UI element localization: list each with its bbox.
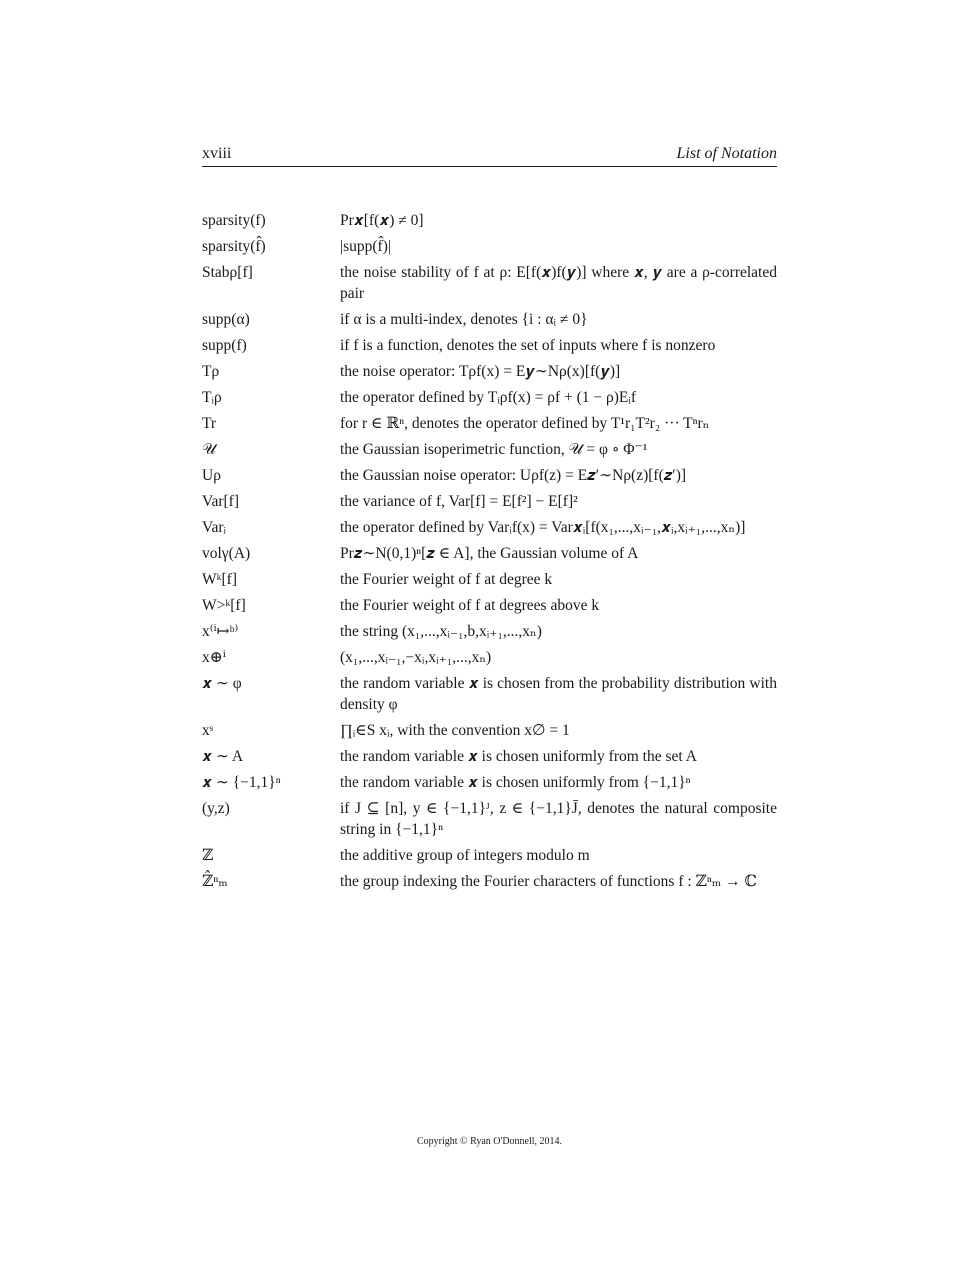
notation-row <box>202 595 777 616</box>
notation-row <box>202 647 777 668</box>
notation-row <box>202 845 777 866</box>
notation-description: |supp(f̂)| <box>340 238 391 255</box>
notation-symbol: sparsity(f) <box>202 212 266 229</box>
notation-row <box>202 465 777 486</box>
notation-description: the operator defined by Tᵢρf(x) = ρf + (1 − ρ)Eᵢf <box>340 389 637 406</box>
notation-row <box>202 309 777 330</box>
notation-description: the Gaussian noise operator: Uρf(z) = E𝒛′∼Nρ(z)[f(𝒛′)] <box>340 467 687 484</box>
notation-description: the noise stability of f at ρ: E[f(𝒙)f(𝒚)] where 𝒙, 𝒚 are a ρ-correlated pair <box>340 264 777 302</box>
notation-description: the operator defined by Varᵢf(x) = Var𝒙ᵢ[f(x₁,...,xᵢ₋₁,𝒙ᵢ,xᵢ₊₁,...,xₙ)] <box>340 519 746 536</box>
notation-description: Pr𝒛∼N(0,1)ⁿ[𝒛 ∈ A], the Gaussian volume of A <box>340 545 639 562</box>
notation-symbol: Var[f] <box>202 493 240 510</box>
notation-symbol: Tᵢρ <box>202 389 222 406</box>
notation-description: the Fourier weight of f at degrees above k <box>340 597 600 614</box>
notation-row <box>202 210 777 231</box>
notation-row <box>202 361 777 382</box>
running-header <box>202 145 777 167</box>
copyright-footer: Copyright © Ryan O'Donnell, 2014. <box>416 1136 563 1147</box>
notation-symbol: xˢ <box>202 722 214 739</box>
notation-row <box>202 236 777 257</box>
notation-symbol: Varᵢ <box>202 519 227 536</box>
notation-description: the noise operator: Tρf(x) = E𝒚∼Nρ(x)[f(𝒚)] <box>340 363 621 380</box>
notation-description: if f is a function, denotes the set of inputs where f is nonzero <box>340 337 716 354</box>
notation-symbol: x⁽ⁱ↦ᵇ⁾ <box>202 623 239 640</box>
notation-row <box>202 413 777 434</box>
notation-row <box>202 720 777 741</box>
notation-description: for r ∈ ℝⁿ, denotes the operator defined by T¹r₁T²r₂ ··· Tⁿrₙ <box>340 415 710 432</box>
running-title: List of Notation <box>676 145 777 162</box>
notation-row <box>202 439 777 460</box>
notation-description: the random variable 𝒙 is chosen uniformly from the set A <box>340 748 697 765</box>
notation-row <box>202 746 777 767</box>
notation-symbol: 𝒙 ∼ {−1,1}ⁿ <box>202 774 281 791</box>
notation-symbol: 𝒙 ∼ φ <box>202 675 242 692</box>
notation-symbol: Wᵏ[f] <box>202 571 238 588</box>
notation-row <box>202 517 777 538</box>
notation-description: the random variable 𝒙 is chosen from the probability distribution with density φ <box>340 675 777 713</box>
notation-description: the Gaussian isoperimetric function, 𝒰 = φ ∘ Φ⁻¹ <box>340 441 648 458</box>
notation-symbol: 𝒙 ∼ A <box>202 748 244 765</box>
notation-symbol: (y,z) <box>202 800 230 817</box>
notation-description: the string (x₁,...,xᵢ₋₁,b,xᵢ₊₁,...,xₙ) <box>340 623 542 640</box>
notation-description: the group indexing the Fourier characters of functions f : ℤⁿₘ → ℂ <box>340 873 757 890</box>
notation-row <box>202 621 777 642</box>
notation-description: the additive group of integers modulo m <box>340 847 590 864</box>
notation-description: the variance of f, Var[f] = E[f²] − E[f]² <box>340 493 578 510</box>
notation-symbol: Uρ <box>202 467 221 484</box>
notation-row <box>202 871 777 892</box>
notation-symbol: ℤ̂ⁿₘ <box>202 873 228 890</box>
notation-symbol: x⊕ⁱ <box>202 649 226 666</box>
page-number: xviii <box>202 145 232 162</box>
notation-row <box>202 387 777 408</box>
notation-symbol: supp(f) <box>202 337 247 354</box>
notation-symbol: W>ᵏ[f] <box>202 597 246 614</box>
notation-description: ∏ᵢ∈S xᵢ, with the convention x∅ = 1 <box>340 722 570 739</box>
notation-row <box>202 543 777 564</box>
notation-symbol: volγ(A) <box>202 545 251 562</box>
notation-row <box>202 673 777 715</box>
notation-symbol: Tρ <box>202 363 220 380</box>
notation-description: if α is a multi-index, denotes {i : αᵢ ≠ 0} <box>340 311 588 328</box>
notation-row <box>202 772 777 793</box>
notation-symbol: 𝒰 <box>202 441 216 458</box>
notation-symbol: Stabρ[f] <box>202 264 253 281</box>
notation-symbol: supp(α) <box>202 311 250 328</box>
notation-symbol: sparsity(f̂) <box>202 238 266 255</box>
notation-symbol: ℤ <box>202 847 214 864</box>
notation-symbol: Tr <box>202 415 217 432</box>
notation-row <box>202 335 777 356</box>
notation-row <box>202 798 777 840</box>
notation-description: the Fourier weight of f at degree k <box>340 571 553 588</box>
notation-description: if J ⊆ [n], y ∈ {−1,1}ᴶ, z ∈ {−1,1}J̄, denotes the natural composite string in {−1,1}ⁿ <box>340 800 777 838</box>
notation-table <box>202 210 777 897</box>
notation-description: the random variable 𝒙 is chosen uniformly from {−1,1}ⁿ <box>340 774 691 791</box>
notation-description: (x₁,...,xᵢ₋₁,−xᵢ,xᵢ₊₁,...,xₙ) <box>340 649 492 666</box>
notation-row <box>202 569 777 590</box>
notation-row <box>202 262 777 304</box>
notation-description: Pr𝒙[f(𝒙) ≠ 0] <box>340 212 424 229</box>
notation-row <box>202 491 777 512</box>
